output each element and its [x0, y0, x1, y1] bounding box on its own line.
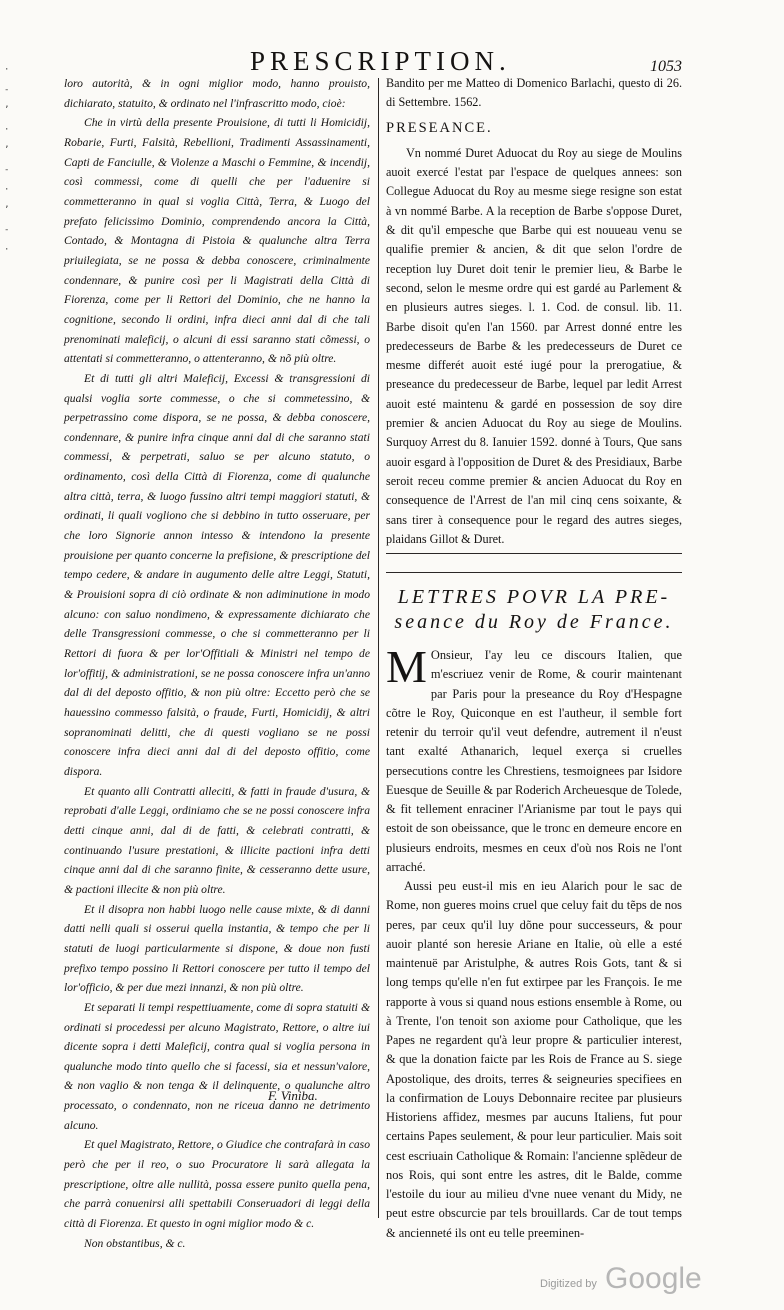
margin-mark: · — [4, 65, 10, 75]
signature: F. Viniba. — [268, 1088, 318, 1103]
margin-mark: - — [4, 85, 10, 95]
lettres-paragraph-text: Onsieur, I'ay leu ce discours Italien, que m'escriuez venir de Rome, & courir maintenant par Paris pour la preseance du Roy d'Hespagne cõtre le Roy, Quiconque en est l'autheur, il semble fort retenir du terroir qu'il veut defendre, autrement il n'eust tant exalté Athanarich, lequel exerça si cruelles persecutions contre les Chrestiens, tesmoignees par Isidore Euesque de Seuille & par Roderich Archeuesque de Tolede, & fit tellement enraciner l'Arianisme par tout le pays qui estoit de son obeissance, que le tronc en demeure encore en plusieurs endroits, mesmes en ceux d'où nos Rois ne l'ont arraché. — [386, 648, 682, 874]
watermark-prefix: Digitized by — [540, 1278, 597, 1290]
paragraph: Et il disopra non habbi luogo nelle cause mixte, & di danni datti nelli quali si osserui quella instantia, & tempo che per li statuti de luogi particularmente si dispone, & doue non fusti prefixo tempo possino li Rettori conoscere per tutto il tempo del lor'officio, & per due mezi innanzi, & non più oltre. — [64, 902, 370, 995]
paragraph: Et separati li tempi respettiuamente, come di sopra statuiti & ordinati si procedessi per alcuno Magistrato, Rettore, o altre iui dicente sopra i detti Maleficij, contra qual si voglia persona in qualunche modo tinto quello che si facessi, sia et nessun'valore, & non vaglio & non tenga & il delinquente, o qualunche altro processato, o condennato, non ne riceua danno ne detrimento alcuno. — [64, 1000, 370, 1132]
lettres-title — [386, 585, 682, 635]
left-column-italian-text — [64, 74, 370, 1253]
paragraph: Che in virtù della presente Prouisione, di tutti li Homicidij, Robarie, Furti, Falsità, Rebellioni, Tradimenti Assassinamenti, Capti de Fanciulle, & Violenze a Maschi o Femmine, & incendij, così commessi, come di quelli che per l'aduenire si commetteranno in qual si voglia Città, Terra, & Luogo del prefato felicissimo Dominio, comprendendo ancora la Città, Contado, & Montagna di Pistoia & qualunche altra Terra priuilegiata, se ne possa & debba conoscere, criminalmente condennare, & punire così per li Magistrati della Città di Fiorenza, come per li Rettori del Dominio, che ne hanno la cognitione, secondo li ordini, infra dieci anni dal di che tali prenominati maleficij, o alcuni di essi saranno stati cõmessi, o attentati si commetteranno, o attenteranno, & nõ più oltre. — [64, 116, 370, 366]
margin-mark: ʼ — [4, 105, 10, 115]
margin-mark: ʼ — [4, 205, 10, 215]
closing-formula: Non obstantibus, & c. — [84, 1236, 186, 1250]
paragraph: loro autorità, & in ogni miglior modo, hanno prouisto, dichiarato, statuito, & ordinato nel l'infrascritto modo, cioè: — [64, 77, 370, 110]
margin-mark: - — [4, 165, 10, 175]
margin-mark: ʼ — [4, 145, 10, 155]
page-header — [0, 44, 784, 78]
margin-mark: · — [4, 185, 10, 195]
paragraph: Et quanto alli Contratti alleciti, & fatti in fraude d'usura, & reprobati d'alle Leggi, ordiniamo che se ne possi conoscere infra detti cinque anni, dal di de fatti, & celebrati contratti, & continuando l'usure prestationi, & illicite pactioni infra detti cinque anni dal di che saranno finite, & cesseranno dette usure, & pactioni illecite & non più oltre. — [64, 784, 370, 896]
paragraph: Et di tutti gli altri Maleficij, Excessi & transgressioni di qualsi voglia sorte commesse, o che si commetessino, & perpetrassino come dispora, se ne possa, & debba conoscere, condennare, & punire infra cinque anni dal di che saranno stati commessi, & perpetrati, saluo se per alcuno statuto, o ordinamento, così della Città di Fiorenza, come di qualunche altra città, terra, & luogo fussino altri tempi maggiori statuti, & ordinati, li quali vogliono che si debbino in tutto osseruare, per che loro Signorie annon intesso & intendono la presente prouisione per quanto concerne la prefisione, & prescriptione del tempo cedere, & andare in augumento delle altre Leggi, Statuti, & Prouisioni sopra di ciò ordinate & non adiminutione in modo alcuno: con saluo nondimeno, & expressamente dichiarato che delle Transgressioni commesse, o che si commetteranno per li Rettori di fuora & per lor'Offitiali & Ministri nel tempo de lor'offitij, & administrationi, se ne possa conoscere infra un'anno dal di del deposto offitio, & non più oltre: Eccetto però che se hauessino commesso falsità, o fraude, Furti, Homicidij, & altri sopranominati delitti, che di questi vogliano se ne possi conoscere infra dieci anni dal di del deposto offitio, come dispora. — [64, 371, 370, 778]
left-margin-marks — [4, 60, 16, 700]
section-title: PRESEANCE. — [386, 119, 493, 136]
running-head: PRESCRIPTION. — [250, 46, 511, 76]
drop-cap: M — [386, 641, 427, 692]
margin-mark: · — [4, 245, 10, 255]
column-divider — [378, 78, 379, 1218]
section-rule — [386, 553, 682, 554]
bandito-note: Bandito per me Matteo di Domenico Barlachi, questo di 26. di Settembre. 1562. — [386, 76, 682, 110]
lettres-title-line2: seance du Roy de France. — [394, 611, 674, 633]
google-logo: Google — [605, 1262, 702, 1295]
page-number: 1053 — [650, 58, 682, 75]
paragraph: Et quel Magistrato, Rettore, o Giudice che contrafarà in caso però che per il reo, o suo Procuratore li sarà allegata la prescriptione, oltre alle nullità, possa essere punito quella pena, che parrà conuenirsi alli spettabili Conseruadori di leggi della città di Fiorenza. Et questo in ogni miglior modo & c. — [64, 1138, 370, 1231]
right-column-preseance — [386, 74, 682, 549]
margin-mark: - — [4, 225, 10, 235]
section-rule — [386, 572, 682, 573]
lettres-paragraph: Aussi peu eust-il mis en ieu Alarich pour le sac de Rome, non gueres moins cruel que celuy fait du tẽps de nos peres, par ceux qu'il luy dõne pour successeurs, & pour auoir planté son heresie Ariane en Italie, où elle a esté maintenuë par Aristulphe, & autres Rois Gots, tant & si long temps qu'elle n'en fut extirpee par les François. Ie me rapporte à vous si quand nous estions ensemble à Rome, ou à Trente, l'on tenoit son axiome pour Catholique, que les Papes ne regardent qu'à leur propre & particulier interest, & que la donation faicte par les Rois de France au S. siege Apostolique, des droits, terres & seigneuries specifiees en la confirmation de Louys Debonnaire recitee par plusieurs Historiens affidez, mesmes par aucuns Italiens, fut pour certains Papes seulement, & pour leur particulier. Mais soit cest escriuain Catholique & Romain: l'ancienne splẽdeur de nos Rois, qui sont entre les astres, dit le Balde, comme l'estoile du iour au milieu d'vne nuee venant du Midy, ne peut estre obscurcie par tels brouillards. Car de tout temps & ancienneté ils ont eu telle preeminen- — [386, 879, 682, 1240]
margin-mark: · — [4, 125, 10, 135]
digitized-watermark — [540, 1262, 740, 1302]
lettres-body — [386, 641, 682, 1243]
preseance-paragraph: Vn nommé Duret Aduocat du Roy au siege de Moulins auoit exercé l'estat par l'espace de quelques annees: son Collegue Aduocat du Roy au mesme siege resigne son estat à vn nommé Barbe. A la reception de Barbe s'oppose Duret, & dit qu'il empesche que Barbe qui est nouueau venu se qualifie premier & ancien, & dit que selon l'ordre de reception luy Duret doit tenir le premier lieu, & Barbe le second, selon le mesme ordre qui est gardé au Parlement & en plusieurs autres sieges. l. 1. Cod. de consul. lib. 11. Barbe disoit qu'en l'an 1560. par Arrest donné entre les predecesseurs de Barbe & les predecesseurs de Duret ce mesme differét auoit esté iugé pour la prerogatiue, & preseance du predecesseur de Barbe, lequel par ledit Arrest auoit esté maintenu & gardé en possession de soy dire premier & ancien Aduocat du Roy au siege de Moulins. Surquoy Arrest du 8. Ianuier 1592. donné à Tours, Que sans auoir esgard à l'opposition de Duret & des Presidiaux, Barbe seroit receu comme premier & ancien Aduocat du Roy en consequence de l'Arrest de l'an mil cinq cens soixante, & sans tirer à consequence pour le regard des autres sieges, plaidans Gillot & Duret. — [386, 145, 682, 546]
lettres-paragraph — [386, 641, 682, 877]
lettres-title-line1: LETTRES POVR LA PRE- — [397, 586, 671, 608]
